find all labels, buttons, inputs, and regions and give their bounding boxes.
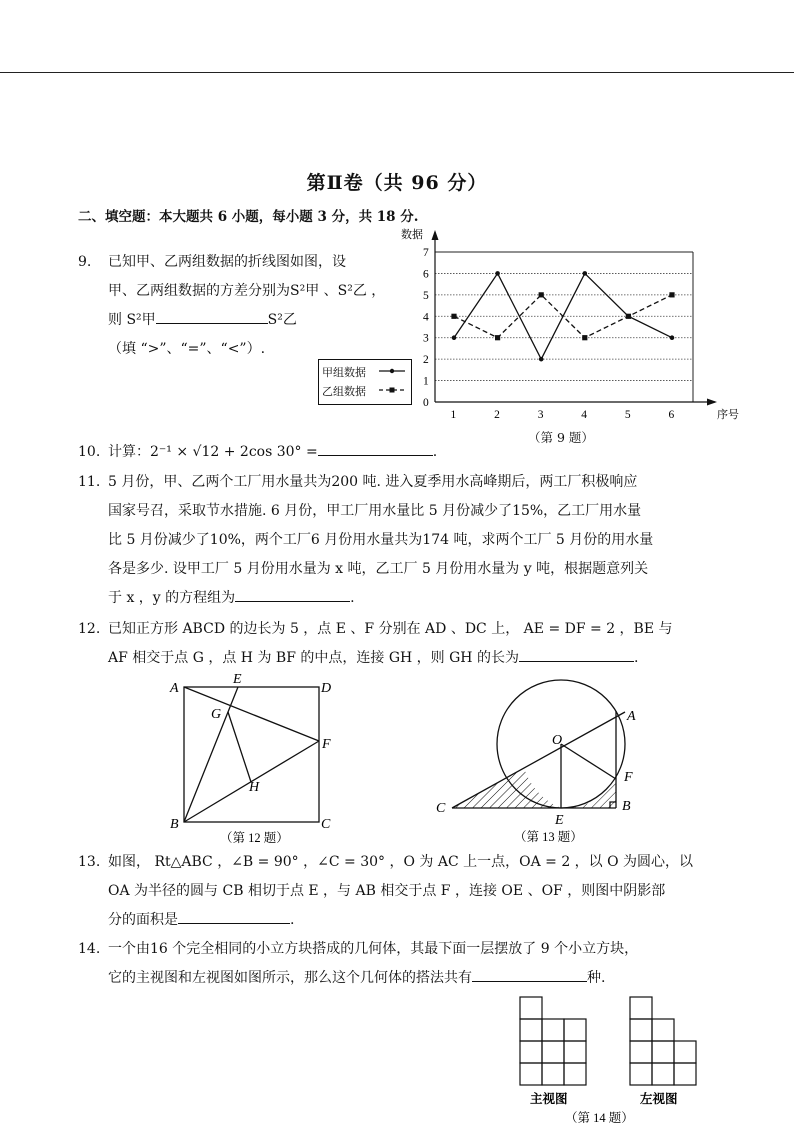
x-tick-label: 4	[581, 409, 588, 421]
line-chart	[316, 222, 739, 452]
data-point	[583, 271, 588, 276]
q14-line2a: 它的主视图和左视图如图所示，那么这个几何体的搭法共有	[108, 970, 472, 986]
data-point	[495, 271, 500, 276]
q11-line2: 国家号召，采取节水措施. 6 月份，甲工厂用水量比 5 月份减少了15%，乙工厂用水量	[108, 503, 642, 519]
figure-13	[430, 655, 650, 850]
data-point	[451, 314, 456, 319]
question-number: 11.	[78, 474, 101, 490]
data-point	[582, 335, 587, 340]
y-axis-label: 数据	[401, 229, 423, 241]
question-14	[78, 935, 638, 993]
q11-line5a: 于 x ，y 的方程组为	[108, 590, 236, 606]
figure-caption: （第 14 题）	[565, 1111, 634, 1123]
question-11	[78, 468, 653, 613]
front-view	[520, 997, 586, 1085]
data-point	[669, 292, 674, 297]
label-A: A	[627, 709, 636, 724]
front-view-label: 主视图	[530, 1092, 568, 1106]
figure-caption: （第 12 题）	[220, 831, 289, 845]
x-tick-label: 2	[494, 409, 500, 421]
x-axis-label: 序号	[717, 409, 739, 421]
section-heading: 二、填空题：本大题共 6 小题，每小题 3 分，共 18 分.	[78, 209, 419, 225]
data-point	[495, 335, 500, 340]
question-13	[78, 848, 693, 935]
x-tick-label: 1	[450, 409, 457, 421]
y-tick-label: 2	[423, 354, 429, 367]
label-F: F	[322, 737, 331, 752]
q11-line5b: .	[350, 590, 355, 606]
q11-line1: 5 月份，甲、乙两个工厂用水量共为200 吨. 进入夏季用水高峰期后，两工厂积极响应	[108, 474, 638, 490]
left-view	[630, 997, 696, 1085]
label-B: B	[170, 817, 179, 832]
y-axis-arrow	[432, 230, 439, 240]
q10-end: .	[432, 444, 438, 460]
label-D: D	[321, 681, 332, 696]
data-point	[452, 335, 457, 340]
q12-line1: 已知正方形 ABCD 的边长为 5 ，点 E 、F 分别在 AD 、DC 上， AE = DF = 2 ，BE 与	[108, 621, 673, 637]
data-point	[539, 357, 544, 362]
question-number: 13.	[78, 854, 101, 870]
label-E: E	[233, 672, 242, 687]
left-view-label: 左视图	[640, 1092, 678, 1106]
q13-line2: OA 为半径的圆与 CB 相切于点 E ，与 AB 相交于点 F ，连接 OE 、OF ，则图中阴影部	[108, 883, 666, 899]
y-tick-label: 6	[423, 268, 429, 281]
label-C: C	[436, 801, 446, 816]
q9-line2: 甲、乙两组数据的方差分别为S²甲 、S²乙 ，	[108, 283, 386, 299]
question-number: 14.	[78, 941, 101, 957]
label-F: F	[624, 770, 633, 785]
y-tick-label: 4	[423, 311, 429, 324]
q9-line1: 已知甲、乙两组数据的折线图如图，设	[108, 254, 346, 270]
label-A: A	[170, 681, 179, 696]
answer-blank[interactable]	[472, 967, 587, 982]
label-C: C	[321, 817, 331, 832]
q13-line3b: .	[290, 912, 295, 928]
answer-blank[interactable]	[318, 441, 433, 456]
label-O: O	[552, 733, 563, 748]
data-point	[670, 335, 675, 340]
q9-line4: （填 “>”、“=”、“<”）.	[108, 341, 266, 357]
y-tick-label: 5	[423, 289, 429, 302]
question-number: 9.	[78, 254, 92, 270]
legend-label: 乙组数据	[322, 385, 366, 398]
y-tick-label: 7	[423, 247, 429, 259]
q13-line3a: 分的面积是	[108, 912, 178, 928]
x-tick-label: 3	[537, 409, 544, 421]
header-rule	[0, 72, 794, 73]
q11-line3: 比 5 月份减少了10%，两个工厂6 月份用水量共为174 吨，求两个工厂 5 月份的用水量	[108, 532, 654, 548]
q11-line4: 各是多少. 设甲工厂 5 月份用水量为 x 吨，乙工厂 5 月份用水量为 y 吨，根据题意列关	[108, 561, 649, 577]
data-point	[539, 292, 544, 297]
q10-text: 计算：2⁻¹ × √12 + 2cos 30° =	[108, 444, 318, 460]
q13-line1: 如图， Rt△ABC ，∠B = 90° ，∠C = 30° ，O 为 AC 上一点，OA = 2 ，以 O 为圆心，以	[108, 854, 694, 870]
x-tick-label: 6	[668, 409, 675, 421]
y-tick-label: 1	[423, 375, 429, 388]
answer-blank[interactable]	[235, 587, 350, 602]
chart-legend	[318, 359, 412, 405]
q14-line2b: 种.	[587, 970, 606, 986]
y-tick-label: 3	[423, 332, 429, 345]
question-number: 10.	[78, 444, 101, 460]
figure-14	[510, 990, 710, 1123]
data-point	[626, 314, 631, 319]
question-number: 12.	[78, 621, 101, 637]
q12-line2b: .	[633, 650, 639, 666]
x-tick-label: 5	[624, 409, 631, 421]
figure-12	[165, 672, 345, 847]
label-B: B	[622, 799, 631, 814]
q9-line3a: 则 S²甲	[108, 312, 156, 328]
answer-blank[interactable]	[178, 909, 290, 924]
y-tick-label: 0	[423, 397, 429, 409]
answer-blank[interactable]	[156, 309, 268, 324]
figure-caption: （第 9 题）	[528, 430, 594, 445]
legend-label: 甲组数据	[322, 366, 366, 379]
label-E: E	[555, 813, 564, 828]
figure-caption: （第 13 题）	[514, 830, 583, 844]
q12-line2a: AF 相交于点 G ，点 H 为 BF 的中点，连接 GH ，则 GH 的长为	[108, 650, 519, 666]
q9-line3b: S²乙	[267, 312, 297, 328]
x-axis-arrow	[707, 399, 717, 406]
label-H: H	[249, 780, 260, 795]
page-title: 第Ⅱ卷（共 96 分）	[306, 172, 488, 194]
label-G: G	[211, 707, 222, 722]
question-10	[78, 438, 437, 467]
q14-line1: 一个由16 个完全相同的小立方块搭成的几何体，其最下面一层摆放了 9 个小立方块，	[108, 941, 639, 957]
